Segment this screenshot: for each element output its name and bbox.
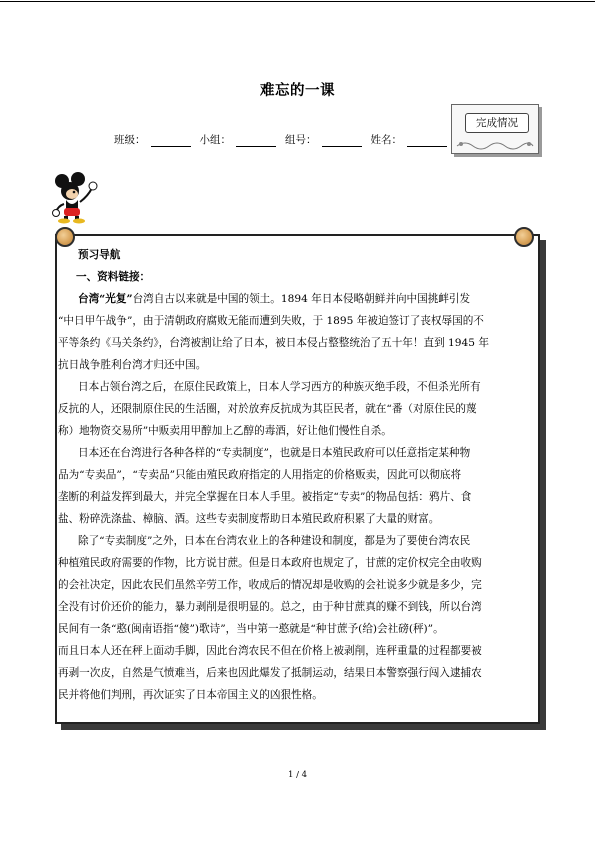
line-text: 日本还在台湾进行各种各样的“专卖制度”，也就是日本殖民政府可以任意指定某种物 — [78, 447, 471, 459]
text-line — [58, 486, 540, 508]
subsection-title: 一、资料链接： — [76, 271, 151, 283]
line-text: 盐、粉碎洗涤盐、樟脑、酒。这些专卖制度帮助日本殖民政府积累了大量的财富。 — [58, 513, 440, 525]
line-text: 民并将他们判刑，再次证实了日本帝国主义的凶狠性格。 — [58, 689, 323, 701]
line-text: 种植殖民政府需要的作物，比方说甘蔗。但是日本政府也规定了，甘蔗的定价权完全由收购 — [58, 557, 482, 569]
text-line — [58, 552, 540, 574]
text-line — [58, 662, 540, 684]
line-text: 民间有一条“憨(闽南语指“傻”)歌诗”，当中第一憨就是“种甘蔗予(给)会社磅(秤)”。 — [58, 623, 444, 635]
section-title: 预习导航 — [78, 249, 121, 261]
status-label: 完成情况 — [465, 113, 529, 133]
text-line — [58, 596, 540, 618]
group-label: 小组： — [199, 134, 231, 146]
group-blank[interactable] — [236, 135, 276, 147]
line-text: 全没有讨价还价的能力，暴力剥削是很明显的。总之，由于种甘蔗真的赚不到钱，所以台湾 — [58, 601, 482, 613]
line-text: 再剥一次皮，自然是气愤难当，后来也因此爆发了抵制运动，结果日本警察强行闯入逮捕农 — [58, 667, 482, 679]
text-line — [58, 684, 540, 706]
pushpin-right-icon — [514, 227, 534, 247]
mickey-mouse-icon — [48, 172, 100, 224]
line-text: 台湾自古以来就是中国的领土。1894 年日本侵略朝鲜并向中国挑衅引发 — [132, 293, 471, 305]
line-text: “中日甲午战争”，由于清朝政府腐败无能而遭到失败，于 1895 年被迫签订了丧权辱国的不 — [58, 315, 484, 327]
lead-phrase: 台湾“光复” — [78, 293, 133, 305]
name-label: 姓名： — [370, 134, 402, 146]
completion-status-box — [451, 104, 547, 158]
text-line — [58, 288, 540, 310]
text-line — [58, 618, 540, 640]
line-text: 反抗的人，还限制原住民的生活圈，对於放弃反抗成为其臣民者，就在“番（对原住民的蔑 — [58, 403, 477, 415]
paragraph-lines — [58, 288, 540, 706]
text-line — [58, 398, 540, 420]
text-line — [58, 420, 540, 442]
line-text: 平等条约《马关条约》，台湾被割让给了日本，被日本侵占整整统治了五十年！直到 1945 年 — [58, 337, 489, 349]
text-line — [58, 464, 540, 486]
line-text: 垄断的利益发挥到最大，并完全掌握在日本人手里。被指定“专卖”的物品包括：鸦片、食 — [58, 491, 472, 503]
flourish-decoration-icon — [455, 138, 535, 150]
line-text: 而且日本人还在秤上面动手脚，因此台湾农民不但在价格上被剥削，连秤重量的过程都要被 — [58, 645, 482, 657]
student-info-row — [114, 132, 451, 147]
pushpin-left-icon — [55, 227, 75, 247]
class-label: 班级： — [114, 134, 146, 146]
text-line — [58, 354, 540, 376]
group-number-label: 组号： — [285, 134, 317, 146]
page-title: 难忘的一课 — [260, 82, 335, 99]
text-line — [58, 332, 540, 354]
text-line — [58, 574, 540, 596]
name-blank[interactable] — [407, 135, 447, 147]
text-line — [58, 640, 540, 662]
line-text: 日本占领台湾之后，在原住民政策上，日本人学习西方的种族灭绝手段，不但杀光所有 — [78, 381, 481, 393]
page-number: 1 / 4 — [287, 770, 308, 780]
preview-guide-card — [55, 234, 540, 724]
line-text: 除了“专卖制度”之外，日本在台湾农业上的各种建设和制度，都是为了要使台湾农民 — [78, 535, 471, 547]
text-line — [58, 508, 540, 530]
line-text: 抗日战争胜利台湾才归还中国。 — [58, 359, 207, 371]
line-text: 称）地物资交易所”中贩卖用甲醇加上乙醇的毒酒，好让他们慢性自杀。 — [58, 425, 392, 437]
text-line — [58, 376, 540, 398]
group-number-blank[interactable] — [322, 135, 362, 147]
text-line — [58, 442, 540, 464]
line-text: 的会社决定，因此农民们虽然辛劳工作，收成后的情况却是收购的会社说多少就是多少，完 — [58, 579, 482, 591]
top-rule — [0, 1, 595, 2]
class-blank[interactable] — [151, 135, 191, 147]
card-content — [58, 244, 540, 706]
text-line — [58, 530, 540, 552]
text-line — [58, 310, 540, 332]
line-text: 品为“专卖品”，“专卖品”只能由殖民政府指定的人用指定的价格贩卖，因此可以彻底将 — [58, 469, 462, 481]
